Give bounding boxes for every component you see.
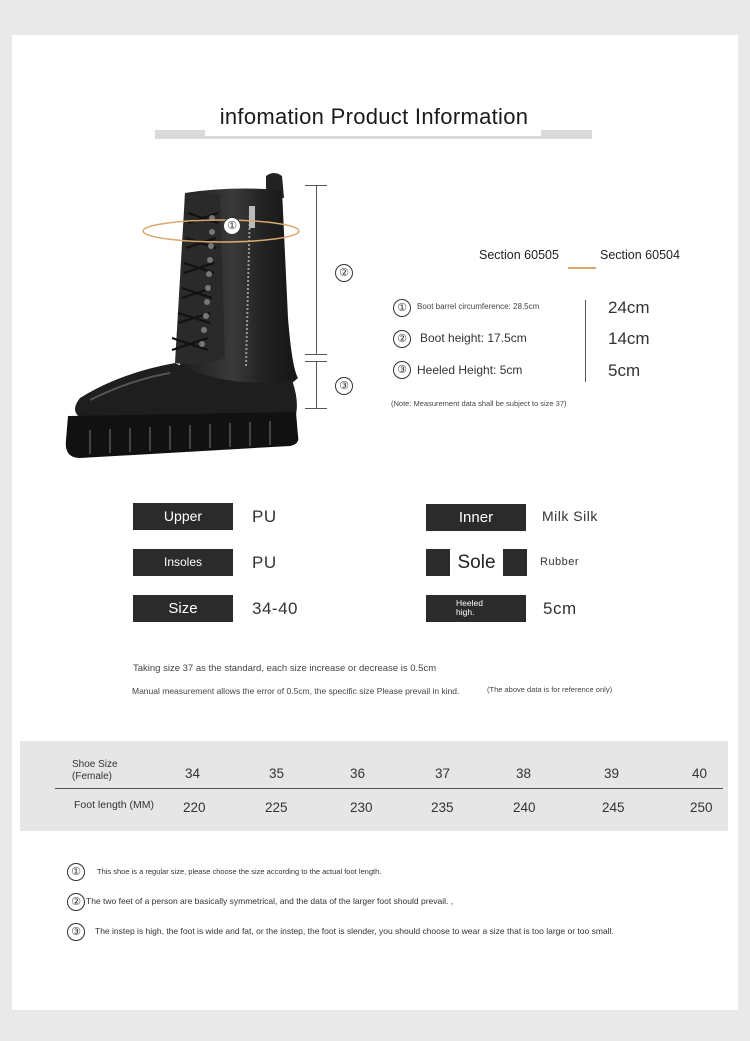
value-upper: PU [252,507,277,526]
barrel-circumference-ellipse [140,214,302,248]
tag-heeled [426,595,526,622]
size-cell: 34 [185,766,201,781]
marker-1: ① [223,217,241,235]
size-row-header-line2: (Female) [72,771,113,782]
tag-inner: Inner [426,504,526,531]
size-row-header-line1: Shoe Size [72,759,118,770]
sole-tag-left-block [426,549,450,576]
tag-insoles: Insoles [133,549,233,576]
value-size: 34-40 [252,599,298,618]
tag-heeled-line1: Heeled [456,598,483,608]
measure-marker-1: ① [393,299,411,317]
size-cell: 35 [269,766,285,781]
size-table-divider [55,788,723,789]
value-sole: Rubber [540,556,580,568]
size-note-1: Taking size 37 as the standard, each size increase or decrease is 0.5cm [133,663,437,674]
size-cell: 39 [604,766,620,781]
title-banner [155,102,592,140]
measurement-note: (Note: Measurement data shall be subject to size 37) [391,399,567,408]
measurement-label-2: Boot height: 17.5cm [420,331,527,345]
value-inner: Milk Silk [542,508,598,524]
size-cell: 36 [350,766,366,781]
section-left-label: Section 60505 [479,248,559,262]
length-cell: 230 [350,800,373,815]
tip-2: The two feet of a person are basically symmetrical, and the data of the larger foot should prevail. , [86,896,454,906]
measurement-value-2: 14cm [608,329,650,348]
measurement-value-3: 5cm [608,361,641,380]
boot-image [60,168,310,468]
value-insoles: PU [252,553,277,572]
sole-tag-right-block [503,549,527,576]
length-cell: 235 [431,800,454,815]
size-note-reference: (The above data is for reference only) [487,685,613,694]
length-cell: 225 [265,800,288,815]
tip-1: This shoe is a regular size, please choose the size according to the actual foot length. [97,867,382,876]
section-divider [568,267,596,269]
length-cell: 245 [602,800,625,815]
tip-marker-1: ① [67,863,85,881]
size-cell: 40 [692,766,708,781]
measurement-label-1: Boot barrel circumference: 28.5cm [417,302,540,311]
length-cell: 220 [183,800,206,815]
value-heeled: 5cm [543,599,577,618]
tag-size: Size [133,595,233,622]
tag-upper: Upper [133,503,233,530]
size-cell: 37 [435,766,451,781]
heel-height-ruler [316,361,317,409]
marker-2: ② [335,264,353,282]
measurement-label-3: Heeled Height: 5cm [417,363,523,377]
measurement-value-1: 24cm [608,298,650,317]
measurement-divider [585,300,586,382]
tip-3: The instep is high, the foot is wide and fat, or the instep, the foot is slender, you should choose to wear a size that is too large or too small. [95,926,614,936]
tip-marker-2: ② [67,893,85,911]
measure-marker-2: ② [393,330,411,348]
size-note-2: Manual measurement allows the error of 0.5cm, the specific size Please prevail in kind. [132,686,460,696]
tag-sole: Sole [457,552,496,573]
marker-3: ③ [335,377,353,395]
measure-marker-3: ③ [393,361,411,379]
length-row-header: Foot length (MM) [74,799,154,811]
section-right-label: Section 60504 [600,248,680,262]
size-table [20,741,728,831]
page-title: infomation Product Information [219,104,529,129]
tip-marker-3: ③ [67,923,85,941]
length-cell: 240 [513,800,536,815]
size-cell: 38 [516,766,532,781]
length-cell: 250 [690,800,713,815]
boot-height-ruler [316,185,317,355]
tag-heeled-line2: high. [456,607,475,617]
